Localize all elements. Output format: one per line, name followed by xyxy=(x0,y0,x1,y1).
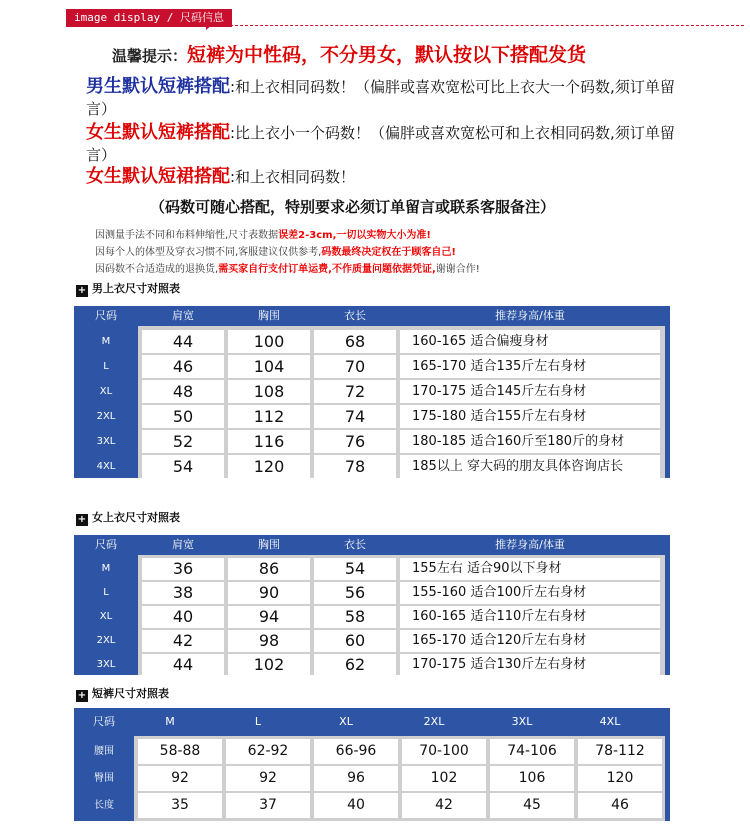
column-header: 推荐身高/体重 xyxy=(495,538,565,551)
note-text: 因每个人的体型及穿衣习惯不同,客服建议仅供参考, xyxy=(95,247,322,258)
note-highlight: 需买家自行支付订单运费,不作质量问题依据凭证, xyxy=(218,264,436,275)
table-cell: 38 xyxy=(142,582,224,604)
row-size-label: M xyxy=(101,336,111,347)
table-border xyxy=(665,708,670,821)
column-header: 2XL xyxy=(423,715,445,728)
advice-note xyxy=(95,243,456,258)
recommend-cell: 180-185 适合160斤至180斤的身材 xyxy=(400,430,660,453)
table-border xyxy=(665,535,670,675)
shorts-size-table xyxy=(74,708,670,821)
rule-women-shorts xyxy=(86,122,686,166)
table-cell: 36 xyxy=(142,558,224,580)
header-row xyxy=(74,306,670,326)
men-size-table xyxy=(74,306,670,478)
table-cell: 78-112 xyxy=(578,739,662,764)
recommend-cell: 170-175 适合130斤左右身材 xyxy=(400,654,660,676)
row-size-label: XL xyxy=(99,611,113,622)
row-size-label: 2XL xyxy=(96,635,116,646)
column-header: 衣长 xyxy=(344,538,366,551)
row-size-label: L xyxy=(103,361,109,372)
rule-men-shorts xyxy=(86,76,686,120)
header-strip xyxy=(0,6,750,30)
women-table-title xyxy=(76,509,180,526)
table-cell: 58-88 xyxy=(138,739,222,764)
recommend-cell: 175-180 适合155斤左右身材 xyxy=(400,405,660,428)
table-cell: 46 xyxy=(142,355,224,378)
table-cell: 72 xyxy=(314,380,396,403)
column-header: 尺码 xyxy=(95,538,117,551)
table-cell: 68 xyxy=(314,330,396,353)
recommend-cell: 155左右 适合90以下身材 xyxy=(400,558,660,580)
rule-title: 男生默认短裤搭配 xyxy=(86,76,230,97)
table-cell: 92 xyxy=(138,766,222,791)
plus-icon: + xyxy=(77,285,87,296)
table-cell: 70-100 xyxy=(402,739,486,764)
table-cell: 48 xyxy=(142,380,224,403)
column-header: 尺码 xyxy=(95,309,117,322)
row-size-label: M xyxy=(101,563,111,574)
table-border xyxy=(665,306,670,478)
column-header: 3XL xyxy=(511,715,533,728)
shorts-table-title xyxy=(76,685,169,702)
row-size-label: L xyxy=(103,587,109,598)
row-label: 腰围 xyxy=(94,746,114,757)
table-cell: 112 xyxy=(228,405,310,428)
table-cell: 74-106 xyxy=(490,739,574,764)
rule-title: 女生默认短裙搭配 xyxy=(86,166,230,187)
table-cell: 60 xyxy=(314,630,396,652)
column-header: M xyxy=(165,715,175,728)
recommend-cell: 155-160 适合100斤左右身材 xyxy=(400,582,660,604)
column-header: L xyxy=(254,715,262,728)
notice-tip xyxy=(112,40,586,67)
table-cell: 102 xyxy=(402,766,486,791)
row-size-label: 2XL xyxy=(96,411,116,422)
table-cell: 42 xyxy=(142,630,224,652)
row-size-label: XL xyxy=(99,386,113,397)
table-cell: 62-92 xyxy=(226,739,310,764)
table-cell: 104 xyxy=(228,355,310,378)
table-cell: 120 xyxy=(228,455,310,478)
row-label: 长度 xyxy=(94,800,114,811)
table-cell: 42 xyxy=(402,793,486,818)
table-cell: 92 xyxy=(226,766,310,791)
section-title: 短裤尺寸对照表 xyxy=(92,687,169,700)
table-cell: 116 xyxy=(228,430,310,453)
header-arrow-icon xyxy=(206,18,213,30)
note-highlight: 误差2-3cm,一切以实物大小为准! xyxy=(278,230,431,241)
table-cell: 78 xyxy=(314,455,396,478)
column-header: 肩宽 xyxy=(172,538,194,551)
table-cell: 40 xyxy=(142,606,224,628)
table-cell: 52 xyxy=(142,430,224,453)
recommend-cell: 160-165 适合110斤左右身材 xyxy=(400,606,660,628)
custom-size-note: （码数可随心搭配，特别要求必须订单留言或联系客服备注） xyxy=(150,198,556,216)
column-header: 胸围 xyxy=(258,538,280,551)
table-cell: 44 xyxy=(142,654,224,676)
recommend-cell: 170-175 适合145斤左右身材 xyxy=(400,380,660,403)
column-header: 推荐身高/体重 xyxy=(495,309,565,322)
table-cell: 94 xyxy=(228,606,310,628)
table-cell: 37 xyxy=(226,793,310,818)
column-header: 肩宽 xyxy=(172,309,194,322)
table-cell: 45 xyxy=(490,793,574,818)
table-cell: 102 xyxy=(228,654,310,676)
row-label: 臀围 xyxy=(94,773,114,784)
rule-title: 女生默认短裤搭配 xyxy=(86,122,230,143)
recommend-cell: 185以上 穿大码的朋友具体咨询店长 xyxy=(400,455,660,478)
table-cell: 56 xyxy=(314,582,396,604)
section-title: 女上衣尺寸对照表 xyxy=(92,511,180,524)
table-cell: 98 xyxy=(228,630,310,652)
column-header: 尺码 xyxy=(93,715,115,728)
table-cell: 108 xyxy=(228,380,310,403)
recommend-cell: 165-170 适合135斤左右身材 xyxy=(400,355,660,378)
table-cell: 62 xyxy=(314,654,396,676)
header-row xyxy=(74,708,670,736)
row-size-label: 3XL xyxy=(96,436,116,447)
rule-body: :和上衣相同码数！ xyxy=(230,168,356,186)
plus-icon: + xyxy=(77,690,87,701)
header-label: image display / 尺码信息 xyxy=(66,9,232,27)
tip-main: 短裤为中性码，不分男女，默认按以下搭配发货 xyxy=(187,44,587,66)
recommend-cell: 160-165 适合偏瘦身材 xyxy=(400,330,660,353)
table-cell: 90 xyxy=(228,582,310,604)
table-cell: 106 xyxy=(490,766,574,791)
rule-body: :和上衣相同码数！（偏胖或喜欢宽松可比上衣大一个码数,须订单留言） xyxy=(86,78,675,118)
return-note xyxy=(95,260,480,275)
rule-women-skirt xyxy=(86,166,686,188)
measure-note xyxy=(95,226,431,241)
plus-icon: + xyxy=(77,514,87,525)
note-text: 因测量手法不同和布料伸缩性,尺寸表数据 xyxy=(95,230,279,241)
row-size-label: 4XL xyxy=(96,461,116,472)
section-title: 男上衣尺寸对照表 xyxy=(92,282,180,295)
table-cell: 35 xyxy=(138,793,222,818)
men-table-title xyxy=(76,280,180,297)
women-size-table xyxy=(74,535,670,675)
table-cell: 50 xyxy=(142,405,224,428)
table-cell: 70 xyxy=(314,355,396,378)
table-cell: 44 xyxy=(142,330,224,353)
column-header: 4XL xyxy=(599,715,621,728)
column-header: 衣长 xyxy=(344,309,366,322)
recommend-cell: 165-170 适合120斤左右身材 xyxy=(400,630,660,652)
table-cell: 66-96 xyxy=(314,739,398,764)
table-cell: 58 xyxy=(314,606,396,628)
header-row xyxy=(74,535,670,555)
rule-body: :比上衣小一个码数！（偏胖或喜欢宽松可和上衣相同码数,须订单留言） xyxy=(86,124,675,164)
note-text: 谢谢合作! xyxy=(435,264,480,275)
header-divider xyxy=(215,25,744,26)
row-size-label: 3XL xyxy=(96,659,116,670)
table-cell: 86 xyxy=(228,558,310,580)
table-cell: 96 xyxy=(314,766,398,791)
table-cell: 40 xyxy=(314,793,398,818)
table-cell: 54 xyxy=(142,455,224,478)
table-cell: 54 xyxy=(314,558,396,580)
table-cell: 76 xyxy=(314,430,396,453)
tip-lead: 温馨提示： xyxy=(112,47,188,65)
table-cell: 74 xyxy=(314,405,396,428)
note-highlight: 码数最终决定权在于顾客自己! xyxy=(321,247,456,258)
note-text: 因码数不合适造成的退换货, xyxy=(95,264,219,275)
table-cell: 46 xyxy=(578,793,662,818)
table-cell: 120 xyxy=(578,766,662,791)
column-header: XL xyxy=(339,715,353,728)
table-cell: 100 xyxy=(228,330,310,353)
column-header: 胸围 xyxy=(258,309,280,322)
